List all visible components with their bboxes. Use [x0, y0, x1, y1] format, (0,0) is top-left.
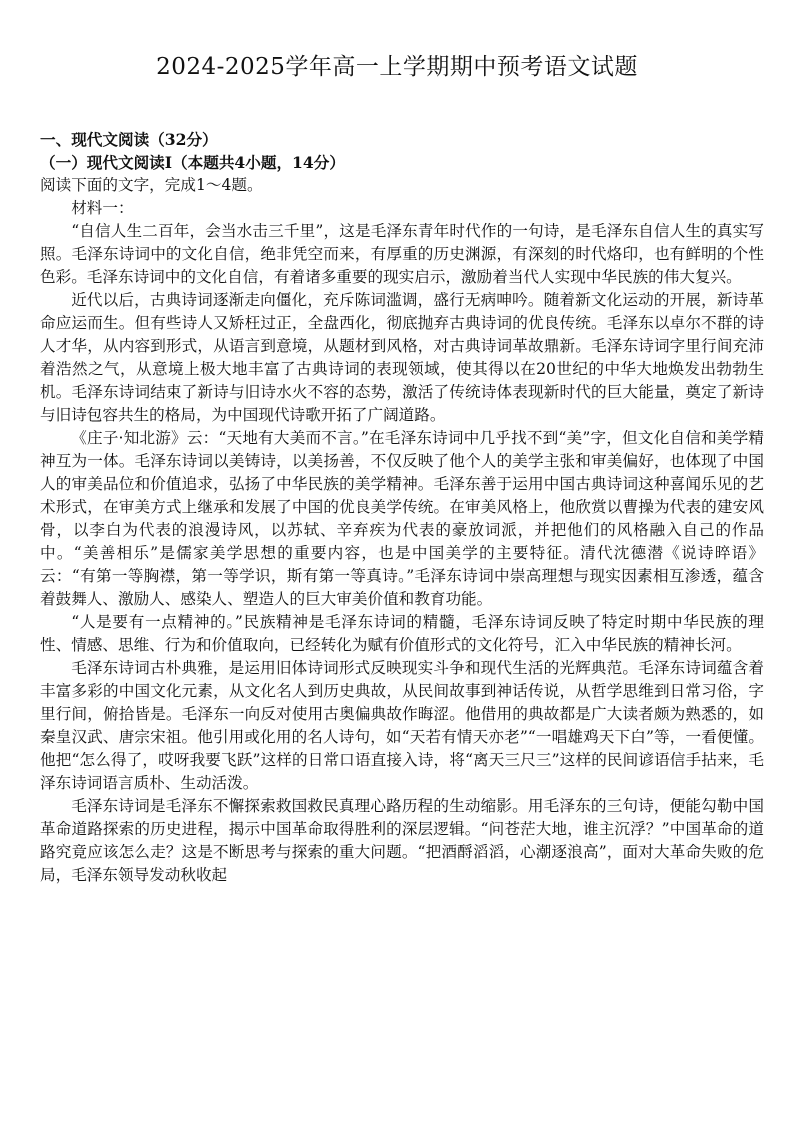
- page-title: 2024-2025学年高一上学期期中预考语文试题: [156, 54, 638, 80]
- paragraph-4: “人是要有一点精神的。”民族精神是毛泽东诗词的精髓，毛泽东诗词反映了特定时期中华民族的理性、情感、思维、行为和价值取向，已经转化为赋有价值形式的文化符号，汇入中华民族的精神长河。: [40, 613, 764, 654]
- paragraph-1: “自信人生二百年，会当水击三千里”，这是毛泽东青年时代作的一句诗，是毛泽东自信人生的真实写照。毛泽东诗词中的文化自信，绝非凭空而来，有厚重的历史渊源，有深刻的时代烙印，也有鲜明的个性色彩。毛泽东诗词中的文化自信，有着诸多重要的现实启示，激励着当代人实现中华民族的伟大复兴。: [40, 222, 764, 286]
- subsection-heading: （一）现代文阅读Ⅰ（本题共4小题，14分）: [40, 153, 345, 172]
- document-body: [40, 128, 764, 887]
- paragraph-6: 毛泽东诗词是毛泽东不懈探索救国救民真理心路历程的生动缩影。用毛泽东的三句诗，便能勾勒中国革命道路探索的历史进程，揭示中国革命取得胜利的深层逻辑。“问苍茫大地，谁主沉浮？”中国革命的道路究竟应该怎么走？这是不断思考与探索的重大问题。“把酒酹滔滔，心潮逐浪高”，面对大革命失败的危局，毛泽东领导发动秋收起: [40, 797, 764, 884]
- paragraph-5: 毛泽东诗词古朴典雅，是运用旧体诗词形式反映现实斗争和现代生活的光辉典范。毛泽东诗词蕴含着丰富多彩的中国文化元素，从文化名人到历史典故，从民间故事到神话传说，从哲学思维到日常习俗，字里行间，俯拾皆是。毛泽东一向反对使用古奥偏典故作晦涩。他借用的典故都是广大读者颇为熟悉的，如秦皇汉武、唐宗宋祖。他引用或化用的名人诗句，如“天若有情天亦老”“一唱雄鸡天下白”等，一看便懂。他把“怎么得了，哎呀我要飞跃”这样的日常口语直接入诗，将“离天三尺三”这样的民间谚语信手拈来，毛泽东诗词语言质朴、生动活泼。: [40, 659, 764, 792]
- section-heading: 一、现代文阅读（32分）: [40, 130, 218, 149]
- paragraph-2: 近代以后，古典诗词逐渐走向僵化，充斥陈词滥调，盛行无病呻吟。随着新文化运动的开展，新诗革命应运而生。但有些诗人又矫枉过正，全盘西化，彻底抛弃古典诗词的优良传统。毛泽东以卓尔不群的诗人才华，从内容到形式，从语言到意境，从题材到风格，对古典诗词革故鼎新。毛泽东诗词字里行间充沛着浩然之气，从意境上极大地丰富了古典诗词的表现领域，使其得以在20世纪的中华大地焕发出勃勃生机。毛泽东诗词结束了新诗与旧诗水火不容的态势，激活了传统诗体表现新时代的巨大能量，奠定了新诗与旧诗包容共生的格局，为中国现代诗歌开拓了广阔道路。: [40, 291, 764, 424]
- paragraph-3: 《庄子·知北游》云：“天地有大美而不言。”在毛泽东诗词中几乎找不到“美”字，但文化自信和美学精神互为一体。毛泽东诗词以美铸诗，以美扬善，不仅反映了他个人的美学主张和审美偏好，也体现了中国人的审美品位和价值追求，弘扬了中华民族的美学精神。毛泽东善于运用中国古典诗词这种喜闻乐见的艺术形式，在审美方式上继承和发展了中国的优良美学传统。在审美风格上，他欣赏以曹操为代表的建安风骨，以李白为代表的浪漫诗风，以苏轼、辛弃疾为代表的豪放词派，并把他们的风格融入自己的作品中。“美善相乐”是儒家美学思想的重要内容，也是中国美学的主要特征。清代沈德潜《说诗晬语》云：“有第一等胸襟，第一等学识，斯有第一等真诗。”毛泽东诗词中崇高理想与现实因素相互渗透，蕴含着鼓舞人、激励人、感染人、塑造人的巨大审美价值和教育功能。: [40, 429, 764, 608]
- material-label: 材料一：: [71, 199, 134, 217]
- reading-instruction: 阅读下面的文字，完成1～4题。: [40, 176, 263, 194]
